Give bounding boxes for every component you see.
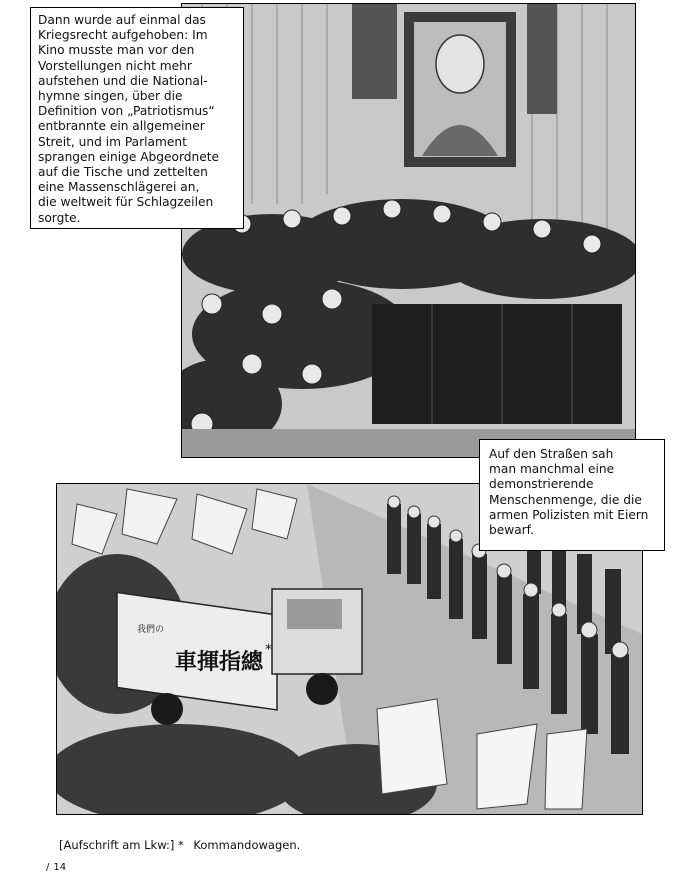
footnote xyxy=(59,838,300,852)
parliament-illustration xyxy=(182,4,635,457)
truck-banner-text: 車揮指總 xyxy=(175,650,264,675)
truck-banner-asterisk: * xyxy=(265,642,272,658)
page-number-value: 14 xyxy=(53,862,67,873)
truck-banner-small-text: 我們の xyxy=(137,625,165,635)
caption-street: Auf den Straßen sah man manchmal eine demonstrierende Menschenmenge, die die armen Polizisten mit Eiern bewarf. xyxy=(479,439,665,551)
footnote-label: [Aufschrift am Lkw:] * xyxy=(59,838,184,852)
panel-parliament-brawl xyxy=(181,3,636,458)
caption-parliament: Dann wurde auf einmal das Kriegsrecht aufgehoben: Im Kino musste man vor den Vorstellungen nicht mehr aufstehen und die National- hymne singen, über die Definition von „Patriotismus“ entbrannte ein allgemeiner Streit, und im Parlament sprangen einige Abgeordnete auf die Tische und zettelten eine Massenschlägerei an, die weltweit für Schlagzeilen sorgte. xyxy=(30,7,244,229)
page-number-slash: / xyxy=(46,862,50,873)
parliament-desks xyxy=(372,304,622,424)
page-number xyxy=(46,862,66,873)
footnote-note: Kommandowagen. xyxy=(193,838,301,852)
